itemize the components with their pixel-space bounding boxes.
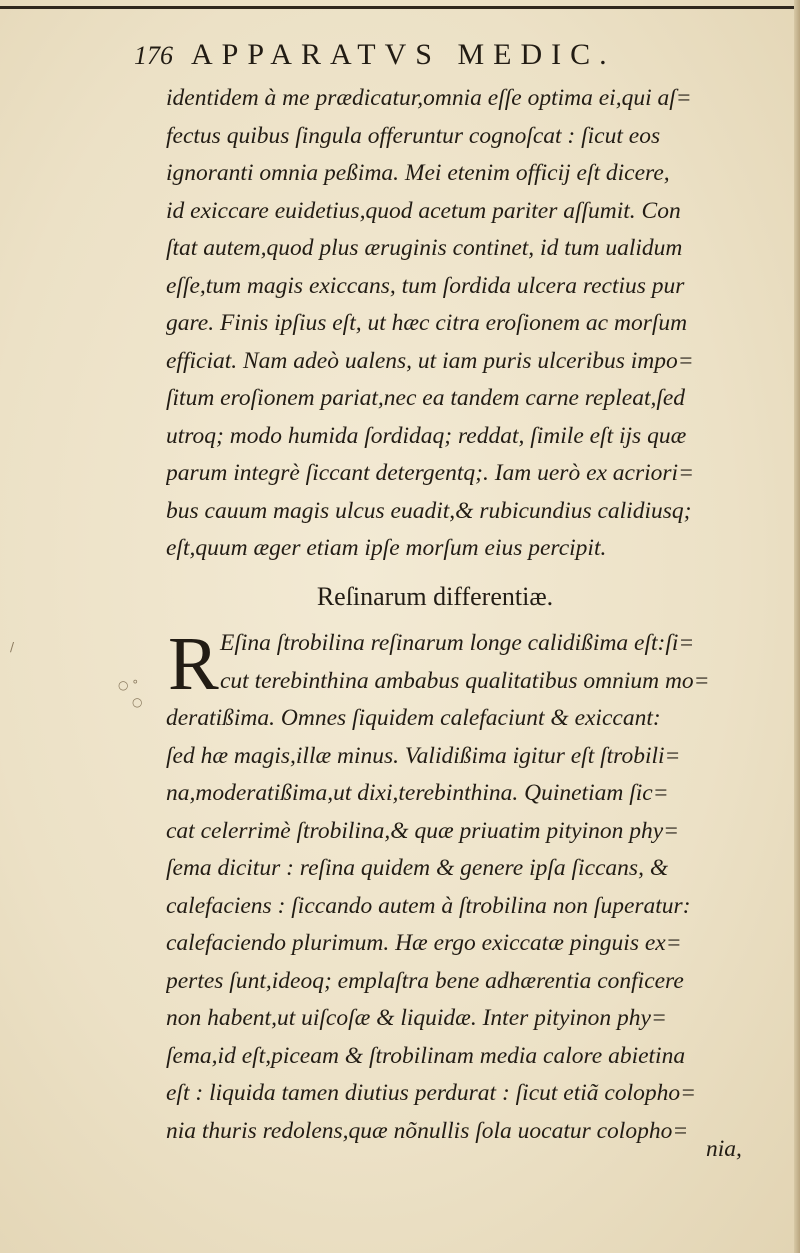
section-text <box>166 622 766 1150</box>
page-number: 176 <box>134 41 173 70</box>
margin-ink-mark: ○ <box>132 695 143 709</box>
text-line: efficiat. Nam adeò ualens, ut iam puris ulceribus impo= <box>166 347 694 374</box>
section-heading: Reſinarum differentiæ. <box>316 582 554 611</box>
text-line: eſſe,tum magis exiccans, tum ſordida ulcera rectius pur <box>166 272 685 299</box>
text-line: ſema,id eſt,piceam & ſtrobilinam media calore abietina <box>166 1042 686 1069</box>
margin-ink-mark: ○ ° <box>118 678 139 692</box>
catchword: nia, <box>706 1136 742 1162</box>
text-line: gare. Finis ipſius eſt, ut hæc citra eroſionem ac morſum <box>166 310 688 336</box>
text-line: non habent,ut uiſcoſæ & liquidæ. Inter pityinon phy= <box>166 1005 667 1031</box>
text-line: ignoranti omnia peßima. Mei etenim officij eſt dicere, <box>166 160 670 186</box>
margin-ink-mark: / <box>10 640 15 654</box>
text-line: fectus quibus ſingula offeruntur cognoſcat : ſicut eos <box>166 122 661 149</box>
text-line: eſt,quum æger etiam ipſe morſum eius percipit. <box>166 535 607 561</box>
text-line: eſt : liquida tamen diutius perdurat : ſicut etiã colopho= <box>166 1080 696 1106</box>
text-line: ſema dicitur : reſina quidem & genere ipſa ſiccans, & <box>166 855 669 881</box>
text-line: calefaciens : ſiccando autem à ſtrobilina non ſuperatur: <box>166 892 691 919</box>
text-line: ſed hæ magis,illæ minus. Validißima igitur eſt ſtrobili= <box>166 742 681 769</box>
running-head: APPARATVS MEDIC. <box>191 38 616 71</box>
text-line: calefaciendo plurimum. Hæ ergo exiccatæ pinguis ex= <box>166 930 682 956</box>
text-line: utroq; modo humida ſordidaq; reddat, ſimile eſt ijs quæ <box>166 422 687 449</box>
drop-cap: R <box>168 622 219 706</box>
text-line: na,moderatißima,ut dixi,terebinthina. Quinetiam ſic= <box>166 780 669 806</box>
text-line: ſitum eroſionem pariat,nec ea tandem carne repleat,ſed <box>166 385 686 411</box>
text-line: identidem à me prædicatur,omnia eſſe optima ei,qui aſ= <box>166 85 692 111</box>
body-text <box>166 80 766 568</box>
text-line: nia thuris redolens,quæ nõnullis ſola uocatur colopho= <box>166 1117 689 1144</box>
top-rule <box>0 6 800 9</box>
text-line: id exiccare euidetius,quod acetum pariter aſſumit. Con <box>166 197 681 224</box>
text-line: ſtat autem,quod plus æruginis continet, id tum ualidum <box>166 235 683 261</box>
text-line: Eſina ſtrobilina reſinarum longe calidißima eſt:ſi= <box>220 630 695 656</box>
text-line: deratißima. Omnes ſiquidem calefaciunt & exiccant: <box>166 705 661 731</box>
text-line: bus cauum magis ulcus euadit,& rubicundius calidiusq; <box>166 497 692 524</box>
text-line: parum integrè ſiccant detergentq;. Iam uerò ex acriori= <box>166 460 694 486</box>
text-line: pertes ſunt,ideoq; emplaſtra bene adhærentia conficere <box>166 967 684 994</box>
text-line: cut terebinthina ambabus qualitatibus omnium mo= <box>220 667 710 694</box>
page-edge <box>794 0 800 1253</box>
text-line: cat celerrimè ſtrobilina,& quæ priuatim pityinon phy= <box>166 817 680 844</box>
page-header <box>134 38 694 86</box>
